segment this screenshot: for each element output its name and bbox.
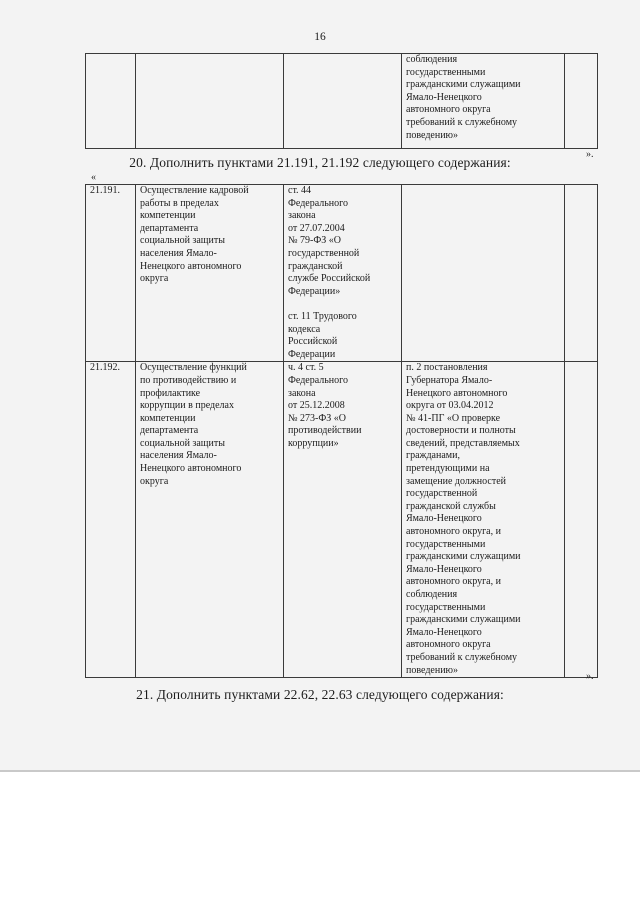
cell-number: 21.192. (86, 362, 136, 678)
cell-federal-basis: ч. 4 ст. 5 Федерального закона от 25.12.2008 № 273-ФЗ «О противодействии коррупции» (284, 362, 402, 678)
cell-extra (565, 362, 598, 678)
cell-regional-act (402, 185, 565, 362)
cell-federal-basis: ст. 44 Федерального закона от 27.07.2004 № 79-ФЗ «О государственной гражданской службе Российской Федерации» ст. 11 Трудового кодекса Российской Федерации (284, 185, 402, 362)
cell-extra (565, 185, 598, 362)
cell-number: 21.191. (86, 185, 136, 362)
cell-extra (565, 54, 598, 149)
table-row (86, 362, 598, 678)
table-row (86, 54, 598, 149)
amendment-table (85, 184, 598, 678)
opening-quote: « (91, 172, 96, 183)
cell-regional-act: п. 2 постановления Губернатора Ямало- Ненецкого автономного округа от 03.04.2012 № 41-ПГ «О проверке достоверности и полноты сведений, представляемых гражданами, претендующими на замещение должностей государственной гражданской службы Ямало-Ненецкого автономного округа, и государственными гражданскими служащими Ямало-Ненецкого автономного округа, и соблюдения государственными гражданскими служащими Ямало-Ненецкого автономного округа требований к служебному поведению» (402, 362, 565, 678)
cell-regional-act: соблюдения государственными гражданскими служащими Ямало-Ненецкого автономного округа требований к служебному поведению» (402, 54, 565, 149)
closing-quote: ». (586, 149, 594, 160)
cell-activity (136, 54, 284, 149)
cell-number (86, 54, 136, 149)
closing-quote: ». (586, 671, 594, 682)
cell-activity: Осуществление кадровой работы в пределах компетенции департамента социальной защиты населения Ямало- Ненецкого автономного округа (136, 185, 284, 362)
section-heading: 20. Дополнить пунктами 21.191, 21.192 следующего содержания: (129, 155, 511, 170)
cell-federal-basis (284, 54, 402, 149)
page-edge (0, 770, 640, 772)
page-number: 16 (314, 31, 326, 43)
cell-activity: Осуществление функций по противодействию и профилактике коррупции в пределах компетенции департамента социальной защиты населения Ямало- Ненецкого автономного округа (136, 362, 284, 678)
continuation-table (85, 53, 598, 149)
table-row (86, 185, 598, 362)
section-heading: 21. Дополнить пунктами 22.62, 22.63 следующего содержания: (136, 687, 504, 702)
